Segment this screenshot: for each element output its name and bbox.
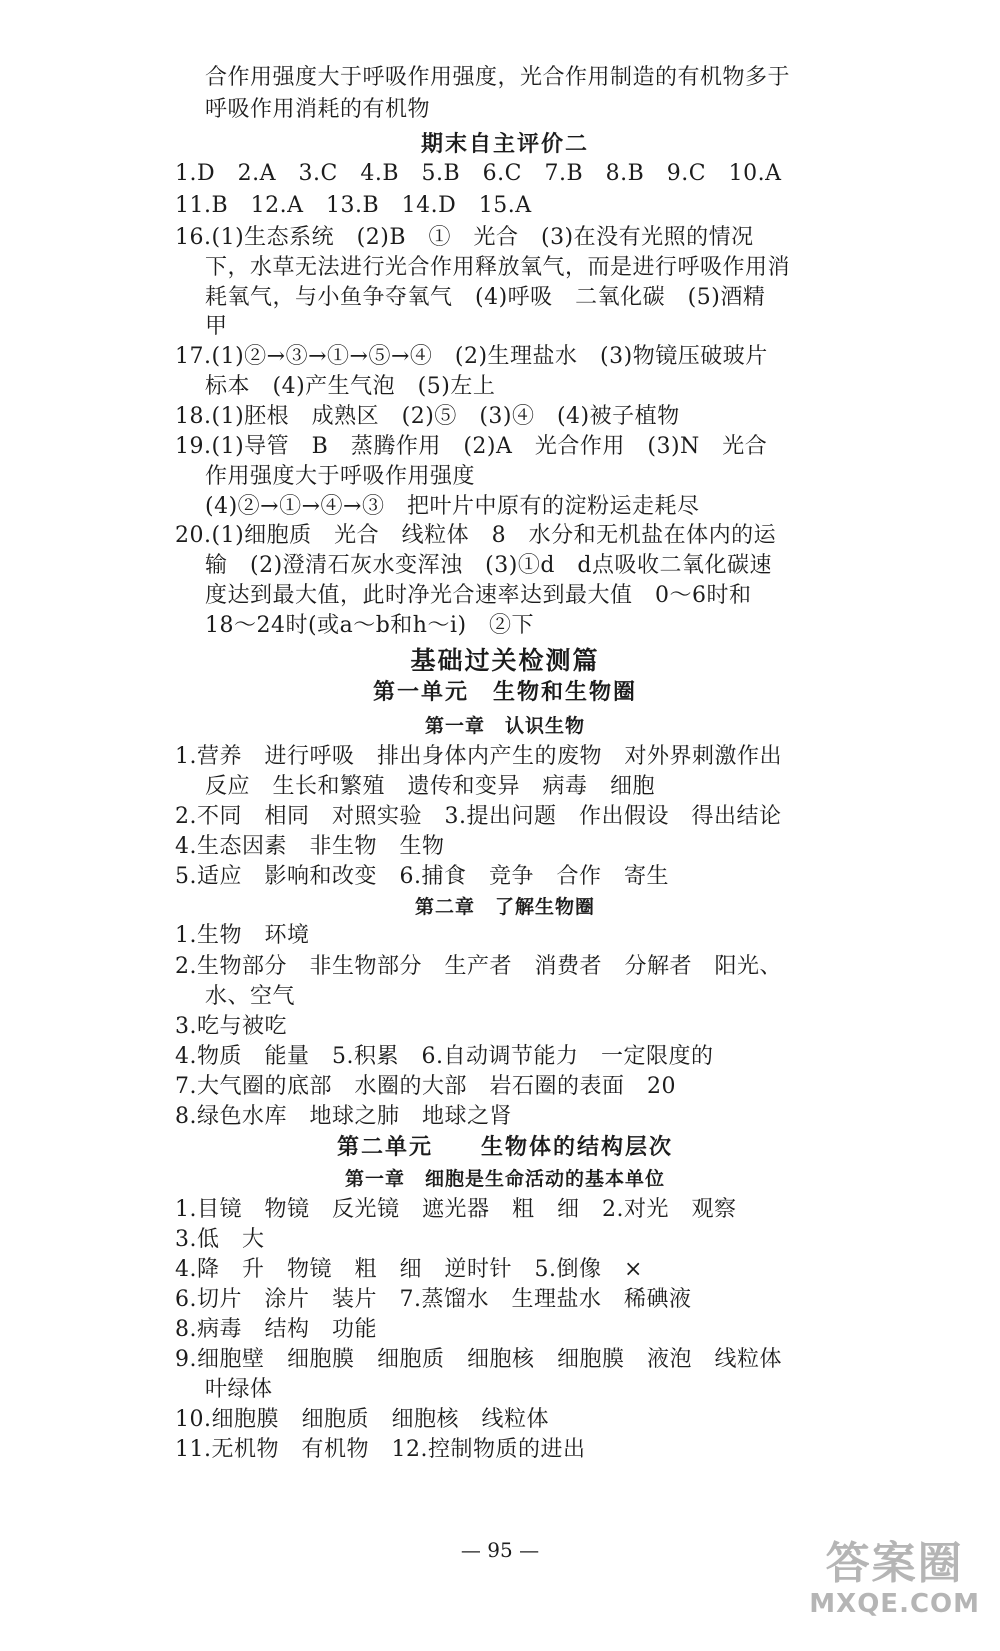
answer-line: 度达到最大值，此时净光合速率达到最大值 0～6时和 bbox=[205, 583, 752, 608]
watermark bbox=[809, 1539, 980, 1619]
section-heading-basic-check: 基础过关检测篇 bbox=[410, 646, 600, 675]
answer-line: 水、空气 bbox=[205, 984, 296, 1009]
answer-line: 标本 (4)产生气泡 (5)左上 bbox=[205, 374, 496, 399]
text-line: 呼吸作用消耗的有机物 bbox=[205, 97, 431, 122]
answer-line: 耗氧气，与小鱼争夺氧气 (4)呼吸 二氧化碳 (5)酒精 bbox=[205, 285, 766, 310]
answer-line: 输 (2)澄清石灰水变浑浊 (3)①d d点吸收二氧化碳速 bbox=[205, 553, 772, 578]
chapter-heading-u2c1: 第一章 细胞是生命活动的基本单位 bbox=[344, 1168, 665, 1190]
answer-line: 18～24时(或a～b和h～i) ②下 bbox=[205, 613, 535, 638]
answer-line: 1.目镜 物镜 反光镜 遮光器 粗 细 2.对光 观察 bbox=[175, 1197, 737, 1222]
chapter-heading-u1c1: 第一章 认识生物 bbox=[424, 715, 585, 737]
unit-heading-2: 第二单元 生物体的结构层次 bbox=[336, 1135, 673, 1160]
answer-line: 1.D 2.A 3.C 4.B 5.B 6.C 7.B 8.B 9.C 10.A bbox=[175, 161, 782, 186]
answer-line: 作用强度大于呼吸作用强度 bbox=[205, 464, 476, 489]
answer-line: 7.大气圈的底部 水圈的大部 岩石圈的表面 20 bbox=[175, 1074, 676, 1099]
answer-line: 3.吃与被吃 bbox=[175, 1014, 287, 1039]
answer-line: (4)②→①→④→③ 把叶片中原有的淀粉运走耗尽 bbox=[205, 494, 700, 519]
watermark-logo: 答案圈 bbox=[825, 1538, 964, 1589]
answer-line: 19.(1)导管 B 蒸腾作用 (2)A 光合作用 (3)N 光合 bbox=[175, 434, 768, 459]
answer-line: 4.物质 能量 5.积累 6.自动调节能力 一定限度的 bbox=[175, 1044, 714, 1069]
answer-line: 8.绿色水库 地球之肺 地球之肾 bbox=[175, 1104, 512, 1129]
text-line: 合作用强度大于呼吸作用强度，光合作用制造的有机物多于 bbox=[205, 65, 791, 90]
answer-line: 4.生态因素 非生物 生物 bbox=[175, 834, 445, 859]
answer-line: 8.病毒 结构 功能 bbox=[175, 1317, 377, 1342]
answer-line: 2.生物部分 非生物部分 生产者 消费者 分解者 阳光、 bbox=[175, 954, 782, 979]
unit-heading-1: 第一单元 生物和生物圈 bbox=[372, 680, 637, 705]
watermark-url: MXQE.COM bbox=[809, 1589, 980, 1619]
answer-line: 1.营养 进行呼吸 排出身体内产生的废物 对外界刺激作出 bbox=[175, 744, 782, 769]
answer-line: 11.B 12.A 13.B 14.D 15.A bbox=[175, 193, 532, 218]
answer-line: 叶绿体 bbox=[205, 1377, 273, 1402]
answer-line: 下，水草无法进行光合作用释放氧气，而是进行呼吸作用消 bbox=[205, 255, 791, 280]
answer-line: 5.适应 影响和改变 6.捕食 竞争 合作 寄生 bbox=[175, 864, 669, 889]
section-heading-final-review-2: 期末自主评价二 bbox=[420, 132, 589, 157]
answer-line: 18.(1)胚根 成熟区 (2)⑤ (3)④ (4)被子植物 bbox=[175, 404, 680, 429]
answer-line: 4.降 升 物镜 粗 细 逆时针 5.倒像 × bbox=[175, 1257, 643, 1282]
page-number: — 95 — bbox=[460, 1538, 540, 1562]
answer-line: 17.(1)②→③→①→⑤→④ (2)生理盐水 (3)物镜压破玻片 bbox=[175, 344, 768, 369]
answer-line: 9.细胞壁 细胞膜 细胞质 细胞核 细胞膜 液泡 线粒体 bbox=[175, 1347, 782, 1372]
answer-line: 3.低 大 bbox=[175, 1227, 265, 1252]
answer-line: 1.生物 环境 bbox=[175, 923, 310, 948]
answer-line: 甲 bbox=[205, 314, 228, 339]
answer-line: 反应 生长和繁殖 遗传和变异 病毒 细胞 bbox=[205, 774, 656, 799]
answer-line: 2.不同 相同 对照实验 3.提出问题 作出假设 得出结论 bbox=[175, 804, 782, 829]
answer-line: 16.(1)生态系统 (2)B ① 光合 (3)在没有光照的情况 bbox=[175, 225, 754, 250]
chapter-heading-u1c2: 第二章 了解生物圈 bbox=[414, 896, 595, 918]
answer-line: 10.细胞膜 细胞质 细胞核 线粒体 bbox=[175, 1407, 549, 1432]
answer-line: 6.切片 涂片 装片 7.蒸馏水 生理盐水 稀碘液 bbox=[175, 1287, 692, 1312]
answer-line: 20.(1)细胞质 光合 线粒体 8 水分和无机盐在体内的运 bbox=[175, 523, 777, 548]
answer-line: 11.无机物 有机物 12.控制物质的进出 bbox=[175, 1437, 586, 1462]
